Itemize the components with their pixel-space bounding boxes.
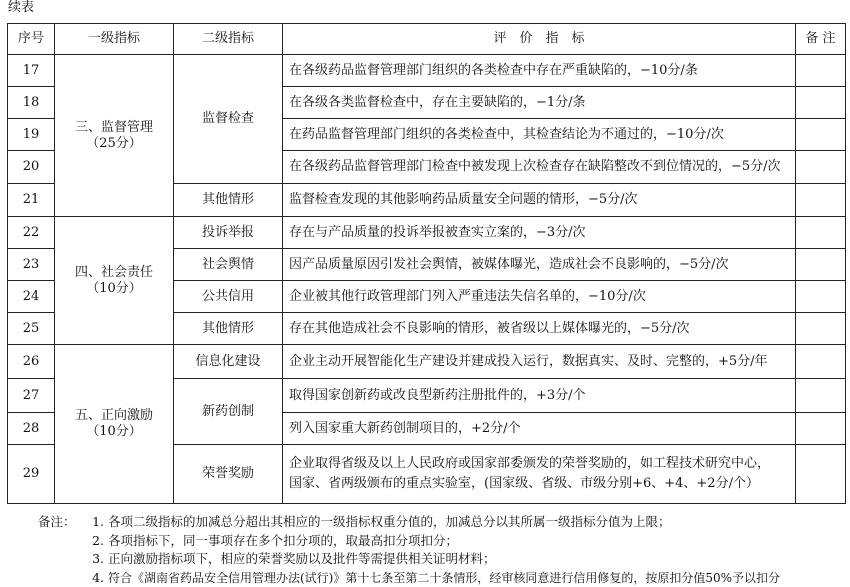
- level2-other-social: 其他情形: [174, 313, 283, 345]
- level1-positive-incentive: [55, 345, 174, 504]
- row-number: 25: [8, 313, 55, 345]
- level2-informatization: 信息化建设: [174, 345, 283, 379]
- table-continued-caption: 续表: [8, 0, 34, 16]
- row-number: 18: [8, 87, 55, 119]
- level1-score: （25分）: [59, 136, 169, 152]
- criteria-cell: 存在与产品质量的投诉举报被查实立案的，−3分/次: [283, 217, 796, 249]
- row-number: 29: [8, 445, 55, 504]
- level2-other-supervision: 其他情形: [174, 184, 283, 217]
- criteria-cell: 在各级各类监督检查中，存在主要缺陷的，−1分/条: [283, 87, 796, 119]
- level1-title: 三、监督管理: [59, 120, 169, 136]
- criteria-line: 国家、省两级颁布的重点实验室，(国家级、省级、市级分别+6、+4、+2分/个）: [289, 474, 791, 494]
- criteria-cell: 企业主动开展智能化生产建设并建成投入运行，数据真实、及时、完整的，+5分/年: [283, 345, 796, 379]
- remark-cell: [796, 413, 846, 445]
- remark-cell: [796, 281, 846, 313]
- note-text: 各项二级指标的加减总分超出其相应的一级指标权重分值的，加减总分以其所属一级指标分值为上限；: [108, 513, 671, 532]
- note-text: 正向激励指标项下，相应的荣誉奖励以及批件等需提供相关证明材料；: [108, 550, 496, 569]
- header-level2: 二级指标: [174, 24, 283, 55]
- criteria-cell: 在药品监督管理部门组织的各类检查中，其检查结论为不通过的，−10分/次: [283, 119, 796, 151]
- row-number: 28: [8, 413, 55, 445]
- note-number: 4.: [88, 569, 104, 587]
- row-number: 26: [8, 345, 55, 379]
- level1-supervision: [55, 55, 174, 217]
- level2-complaints: 投诉举报: [174, 217, 283, 249]
- note-text: 符合《湖南省药品安全信用管理办法(试行)》第十七条至第二十条情形，经审核同意进行信用修复的，按原扣分值50%予以扣分: [108, 569, 780, 587]
- remark-cell: [796, 55, 846, 87]
- criteria-cell: 存在其他造成社会不良影响的情形，被省级以上媒体曝光的，−5分/次: [283, 313, 796, 345]
- evaluation-table: [7, 23, 846, 504]
- remark-cell: [796, 345, 846, 379]
- row-number: 23: [8, 249, 55, 281]
- table-row: [8, 345, 846, 379]
- note-item: [38, 532, 848, 551]
- criteria-cell: 因产品质量原因引发社会舆情，被媒体曝光，造成社会不良影响的，−5分/次: [283, 249, 796, 281]
- remark-cell: [796, 445, 846, 504]
- criteria-cell: 在各级药品监督管理部门组织的各类检查中存在严重缺陷的，−10分/条: [283, 55, 796, 87]
- criteria-cell: 在各级药品监督管理部门检查中被发现上次检查存在缺陷整改不到位情况的，−5分/次: [283, 151, 796, 184]
- remark-cell: [796, 217, 846, 249]
- level1-title: 四、社会责任: [59, 265, 169, 281]
- remark-cell: [796, 249, 846, 281]
- level1-score: （10分）: [59, 281, 169, 297]
- remark-cell: [796, 313, 846, 345]
- notes-lead: 备注：: [38, 513, 88, 532]
- row-number: 20: [8, 151, 55, 184]
- table-row: [8, 55, 846, 87]
- note-item: [38, 569, 848, 587]
- level1-social-responsibility: [55, 217, 174, 345]
- header-remark: 备 注: [796, 24, 846, 55]
- level2-inspection: 监督检查: [174, 55, 283, 184]
- note-number: 3.: [88, 550, 104, 569]
- criteria-cell: 列入国家重大新药创制项目的，+2分/个: [283, 413, 796, 445]
- row-number: 21: [8, 184, 55, 217]
- remark-cell: [796, 119, 846, 151]
- criteria-cell: [283, 445, 796, 504]
- level2-new-drug: 新药创制: [174, 379, 283, 445]
- row-number: 22: [8, 217, 55, 249]
- remark-cell: [796, 87, 846, 119]
- table-row: [8, 217, 846, 249]
- level2-public-opinion: 社会舆情: [174, 249, 283, 281]
- criteria-cell: 监督检查发现的其他影响药品质量安全问题的情形，−5分/次: [283, 184, 796, 217]
- remark-cell: [796, 379, 846, 413]
- level1-title: 五、正向激励: [59, 408, 169, 424]
- criteria-cell: 企业被其他行政管理部门列入严重违法失信名单的，−10分/次: [283, 281, 796, 313]
- header-criteria: 评 价 指 标: [283, 24, 796, 55]
- remark-cell: [796, 184, 846, 217]
- row-number: 24: [8, 281, 55, 313]
- level1-score: （10分）: [59, 424, 169, 440]
- row-number: 19: [8, 119, 55, 151]
- note-item: [38, 513, 848, 532]
- table-header-row: [8, 24, 846, 55]
- header-level1: 一级指标: [55, 24, 174, 55]
- notes-section: [38, 513, 848, 587]
- row-number: 27: [8, 379, 55, 413]
- remark-cell: [796, 151, 846, 184]
- header-no: 序号: [8, 24, 55, 55]
- note-number: 2.: [88, 532, 104, 551]
- note-item: [38, 550, 848, 569]
- row-number: 17: [8, 55, 55, 87]
- note-number: 1.: [88, 513, 104, 532]
- level2-honor-award: 荣誉奖励: [174, 445, 283, 504]
- criteria-line: 企业取得省级及以上人民政府或国家部委颁发的荣誉奖励的，如工程技术研究中心，: [289, 454, 791, 474]
- criteria-cell: 取得国家创新药或改良型新药注册批件的，+3分/个: [283, 379, 796, 413]
- note-text: 各项指标下，同一事项存在多个扣分项的，取最高扣分项扣分；: [108, 532, 458, 551]
- level2-public-credit: 公共信用: [174, 281, 283, 313]
